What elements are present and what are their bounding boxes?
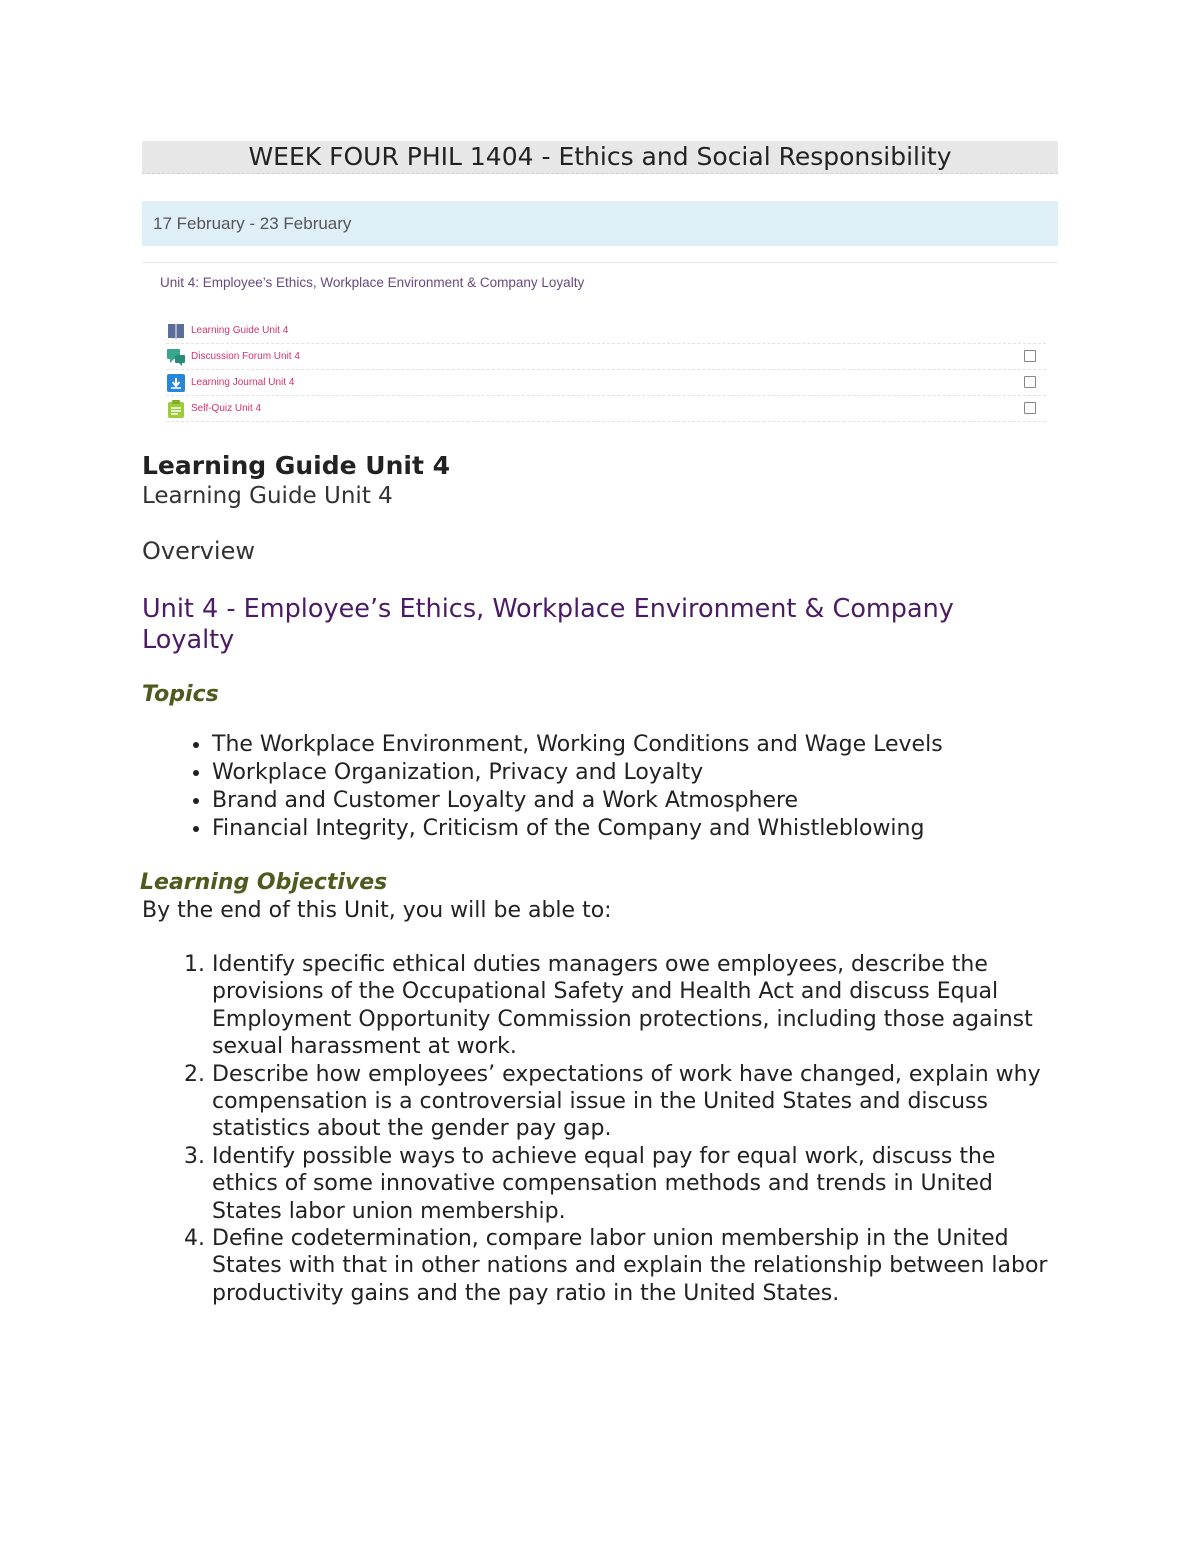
completion-checkbox[interactable] xyxy=(1024,402,1036,414)
objective-item: 1. Identify specific ethical duties managers owe employees, describe the provisions of the Occupational Safety and Health Act and discuss Equal Employment Opportunity Commission protections, including those against sexual harassment at work. xyxy=(212,951,1058,1061)
activity-label[interactable]: Discussion Forum Unit 4 xyxy=(191,351,300,362)
learning-guide-subtitle: Learning Guide Unit 4 xyxy=(142,483,393,509)
activity-label[interactable]: Learning Journal Unit 4 xyxy=(191,377,295,388)
unit-heading: Unit 4 - Employee’s Ethics, Workplace Environment & Company Loyalty xyxy=(142,594,954,655)
activity-learning-journal[interactable] xyxy=(166,370,1046,396)
forum-icon xyxy=(166,347,186,367)
topics-heading: Topics xyxy=(142,682,219,707)
topic-item: • Brand and Customer Loyalty and a Work Atmosphere xyxy=(212,787,1058,815)
completion-checkbox[interactable] xyxy=(1024,376,1036,388)
activity-learning-guide[interactable] xyxy=(166,318,1046,344)
course-week-title: WEEK FOUR PHIL 1404 - Ethics and Social Responsibility xyxy=(142,141,1058,174)
objective-item: 3. Identify possible ways to achieve equal pay for equal work, discuss the ethics of some innovative compensation methods and trends in United States labor union membership. xyxy=(212,1143,1058,1225)
divider xyxy=(142,262,1058,263)
activity-list xyxy=(166,318,1046,422)
date-range-banner: 17 February - 23 February xyxy=(142,201,1058,246)
topic-item: • Workplace Organization, Privacy and Loyalty xyxy=(212,759,1058,787)
topic-item: • Financial Integrity, Criticism of the Company and Whistleblowing xyxy=(212,815,1058,843)
topics-list xyxy=(142,731,1058,843)
objective-item: 4. Define codetermination, compare labor union membership in the United States with that in other nations and explain the relationship between labor productivity gains and the pay ratio in the United States. xyxy=(212,1225,1058,1307)
objective-item: 2. Describe how employees’ expectations of work have changed, explain why compensation is a controversial issue in the United States and discuss statistics about the gender pay gap. xyxy=(212,1061,1058,1143)
activity-label[interactable]: Learning Guide Unit 4 xyxy=(191,325,289,336)
objectives-intro: By the end of this Unit, you will be able to: xyxy=(142,898,612,923)
learning-guide-title: Learning Guide Unit 4 xyxy=(142,451,451,480)
learning-objectives-heading: Learning Objectives xyxy=(140,870,388,895)
activity-discussion-forum[interactable] xyxy=(166,344,1046,370)
activity-label[interactable]: Self-Quiz Unit 4 xyxy=(191,403,262,414)
journal-icon xyxy=(166,373,186,393)
objectives-list xyxy=(142,951,1058,1307)
book-icon xyxy=(166,321,186,341)
quiz-icon xyxy=(166,399,186,419)
overview-heading: Overview xyxy=(142,537,255,565)
completion-checkbox[interactable] xyxy=(1024,350,1036,362)
topic-item: • The Workplace Environment, Working Conditions and Wage Levels xyxy=(212,731,1058,759)
document-page xyxy=(142,141,1058,1307)
activity-self-quiz[interactable] xyxy=(166,396,1046,422)
unit-section-link[interactable]: Unit 4: Employee’s Ethics, Workplace Environment & Company Loyalty xyxy=(160,275,585,290)
